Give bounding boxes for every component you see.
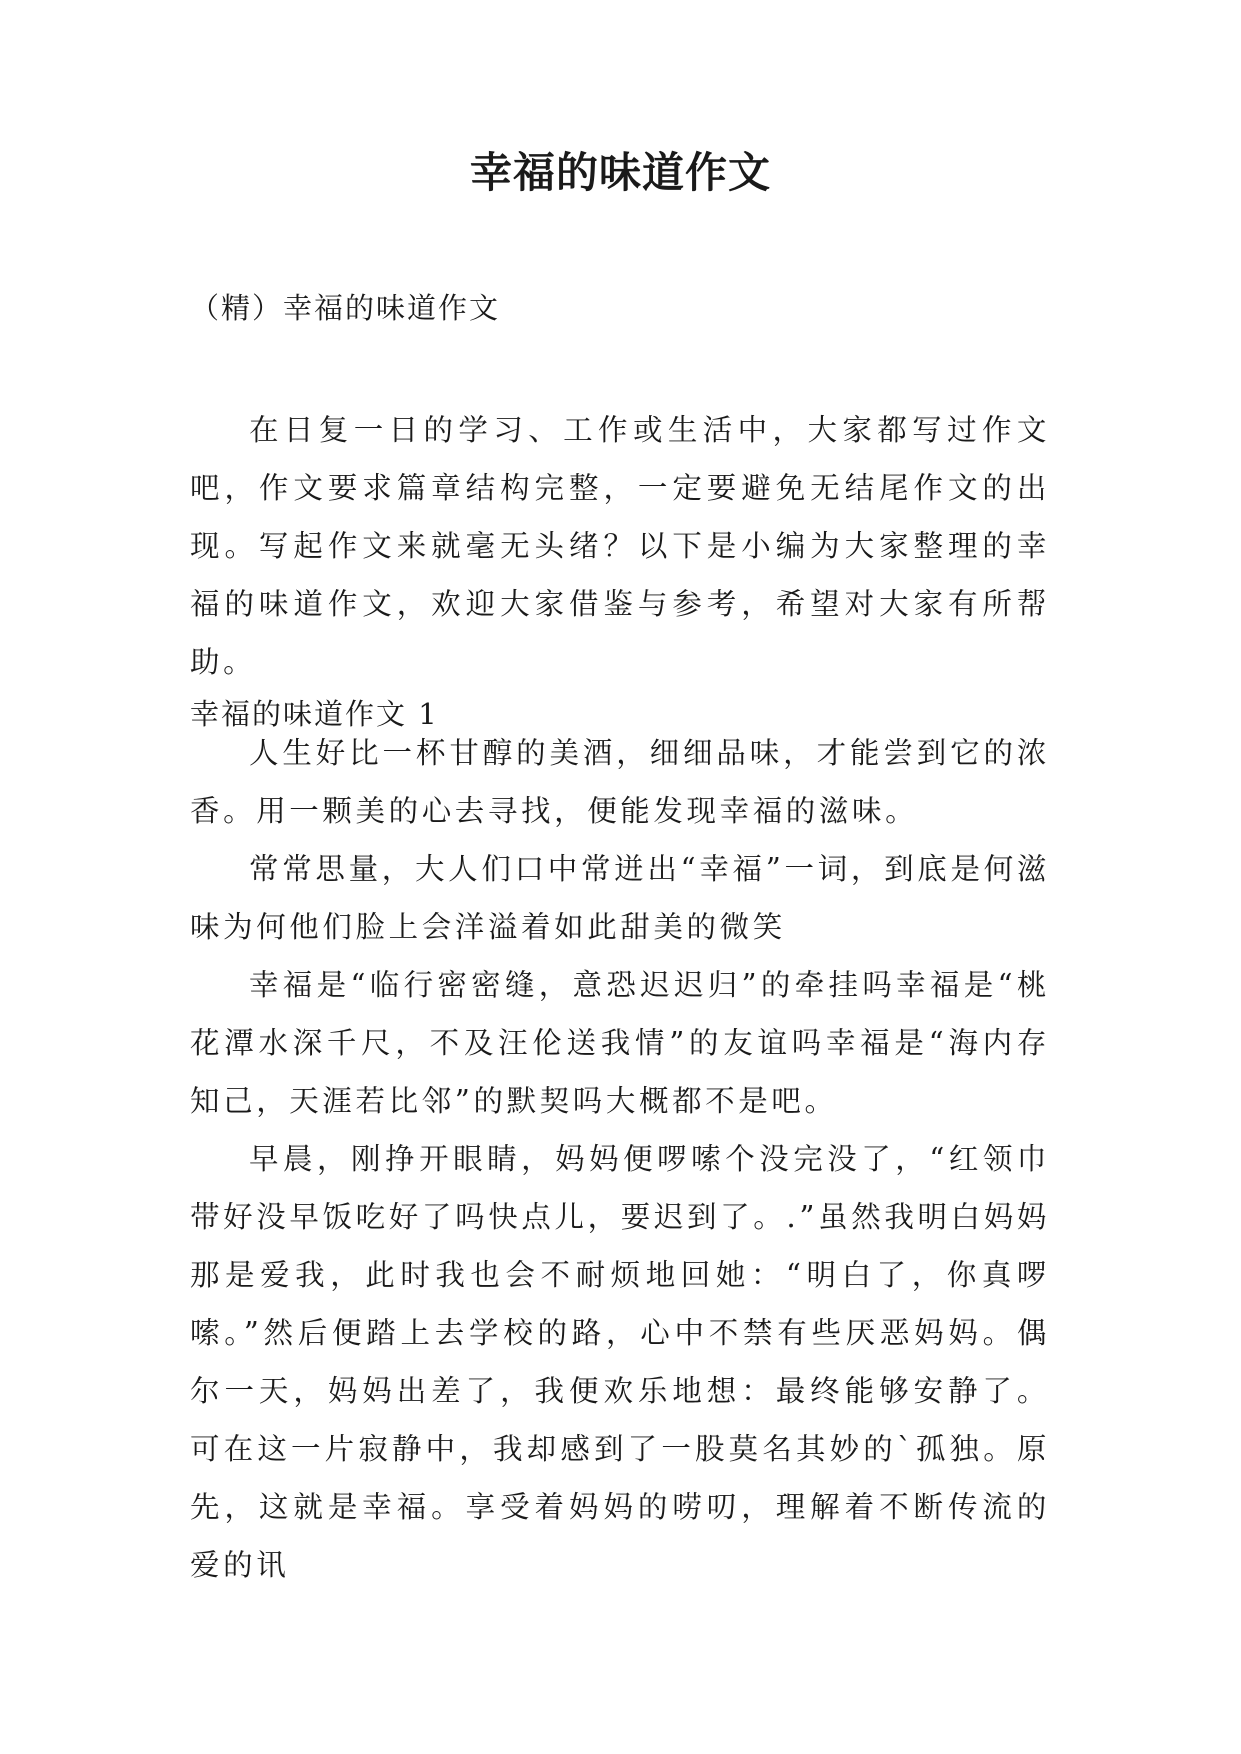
essay-paragraph: 常常思量，大人们口中常迸出“幸福”一词，到底是何滋味为何他们脸上会洋溢着如此甜美的微笑 bbox=[190, 852, 1050, 944]
intro-block bbox=[190, 401, 1050, 691]
section-heading: 幸福的味道作文 1 bbox=[190, 697, 439, 731]
document-subtitle: （精）幸福的味道作文 bbox=[190, 291, 501, 325]
document-title: 幸福的味道作文 bbox=[469, 148, 771, 197]
essay-paragraph: 人生好比一杯甘醇的美酒，细细品味，才能尝到它的浓香。用一颗美的心去寻找，便能发现幸福的滋味。 bbox=[190, 736, 1050, 828]
essay-body bbox=[190, 724, 1050, 1594]
intro-paragraph: 在日复一日的学习、工作或生活中，大家都写过作文吧，作文要求篇章结构完整，一定要避免无结尾作文的出现。写起作文来就毫无头绪？以下是小编为大家整理的幸福的味道作文，欢迎大家借鉴与参考，希望对大家有所帮助。 bbox=[190, 413, 1050, 679]
essay-paragraph: 幸福是“临行密密缝，意恐迟迟归”的牵挂吗幸福是“桃花潭水深千尺，不及汪伦送我情”的友谊吗幸福是“海内存知己，天涯若比邻”的默契吗大概都不是吧。 bbox=[190, 968, 1050, 1118]
essay-paragraph: 早晨，刚挣开眼睛，妈妈便啰嗦个没完没了，“红领巾带好没早饭吃好了吗快点儿，要迟到了。.”虽然我明白妈妈那是爱我，此时我也会不耐烦地回她：“明白了，你真啰嗦。”然后便踏上去学校的路，心中不禁有些厌恶妈妈。偶尔一天，妈妈出差了，我便欢乐地想：最终能够安静了。可在这一片寂静中，我却感到了一股莫名其妙的`孤独。原先，这就是幸福。享受着妈妈的唠叨，理解着不断传流的爱的讯 bbox=[190, 1142, 1050, 1582]
